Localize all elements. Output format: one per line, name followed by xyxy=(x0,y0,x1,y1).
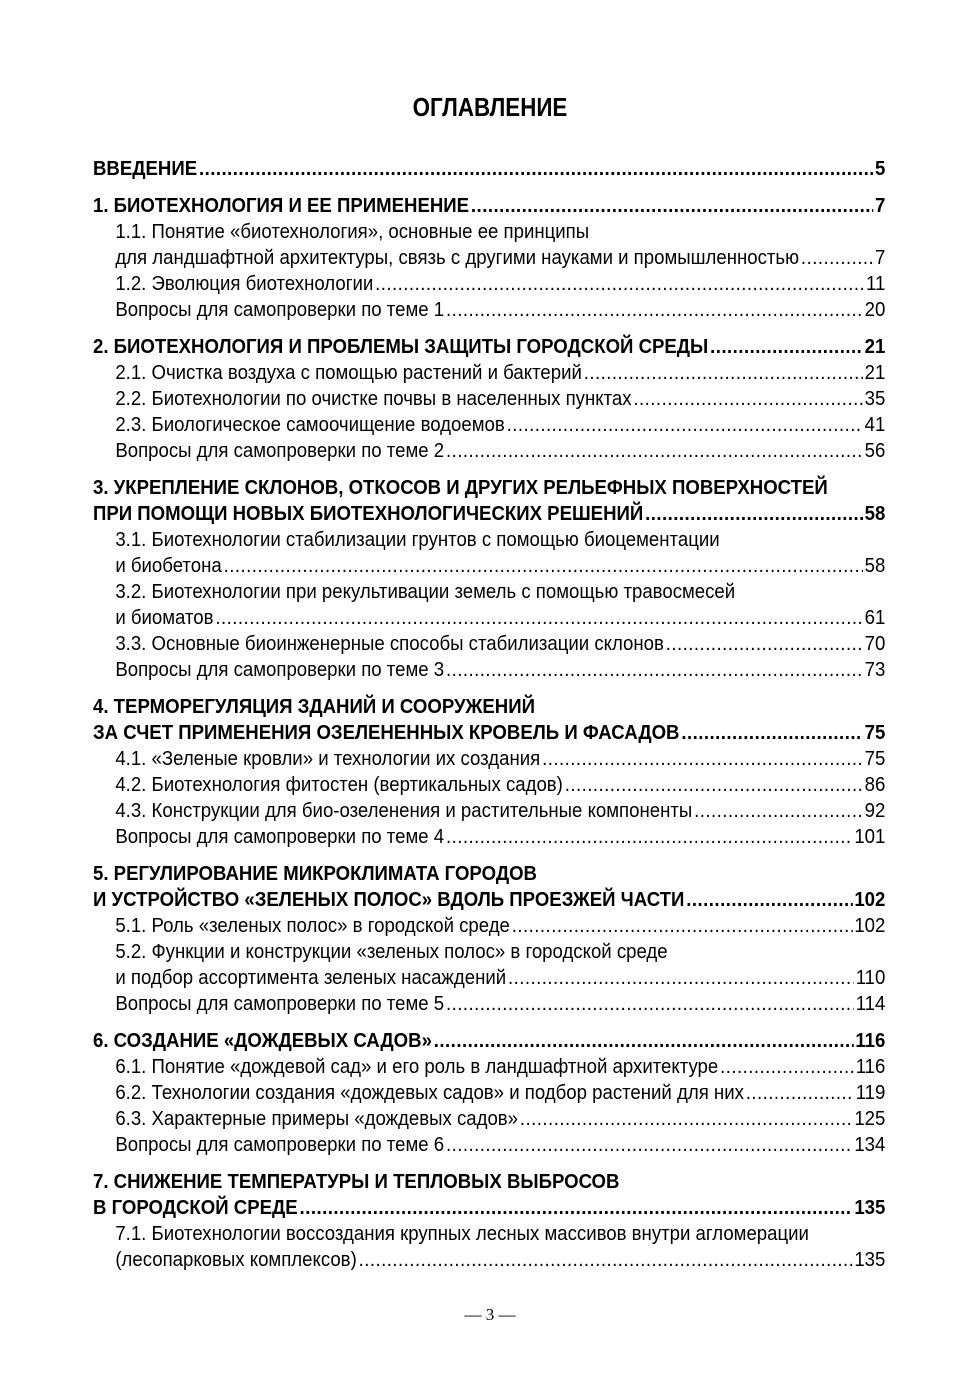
toc-questions-4[interactable]: Вопросы для самопроверки по теме 4 ..... 101 xyxy=(93,824,885,850)
toc-chapter-3[interactable]: 3. УКРЕПЛЕНИЕ СКЛОНОВ, ОТКОСОВ И ДРУГИХ РЕЛЬЕФНЫХ ПОВЕРХНОСТЕЙ xyxy=(93,477,828,499)
toc-chapter-5[interactable]: 5. РЕГУЛИРОВАНИЕ МИКРОКЛИМАТА ГОРОДОВ xyxy=(93,863,537,885)
toc-section-1-1[interactable]: 1.1. Понятие «биотехнология», основные ее принципы xyxy=(115,221,590,243)
toc-entry-title: ВВЕДЕНИЕ xyxy=(93,158,198,180)
toc-section-4-3[interactable]: 4.3. Конструкции для био-озеленения и растительные компоненты ..... 92 xyxy=(93,798,885,824)
toc-section-2-3[interactable]: 2.3. Биологическое самоочищение водоемов ..... 41 xyxy=(93,412,885,438)
table-of-contents xyxy=(93,156,885,1273)
toc-chapter-4[interactable]: 4. ТЕРМОРЕГУЛЯЦИЯ ЗДАНИЙ И СООРУЖЕНИЙ xyxy=(93,696,535,718)
toc-section-3-2-cont[interactable]: и биоматов ..... 61 xyxy=(93,605,885,631)
toc-chapter-7[interactable]: 7. СНИЖЕНИЕ ТЕМПЕРАТУРЫ И ТЕПЛОВЫХ ВЫБРОСОВ xyxy=(93,1171,620,1193)
page-title: ОГЛАВЛЕНИЕ xyxy=(412,92,568,122)
toc-section-3-3[interactable]: 3.3. Основные биоинженерные способы стабилизации склонов ..... 70 xyxy=(93,631,885,657)
toc-chapter-2[interactable]: 2. БИОТЕХНОЛОГИЯ И ПРОБЛЕМЫ ЗАЩИТЫ ГОРОДСКОЙ СРЕДЫ ..... 21 xyxy=(93,334,885,360)
toc-questions-2[interactable]: Вопросы для самопроверки по теме 2 ..... 56 xyxy=(93,438,885,464)
toc-section-7-1[interactable]: 7.1. Биотехнологии воссоздания крупных лесных массивов внутри агломерации xyxy=(115,1223,809,1245)
page-number: — 3 — xyxy=(464,1305,516,1324)
toc-section-4-2[interactable]: 4.2. Биотехнология фитостен (вертикальных садов) ..... 86 xyxy=(93,772,885,798)
toc-questions-6[interactable]: Вопросы для самопроверки по теме 6 ..... 134 xyxy=(93,1132,885,1158)
toc-chapter-6[interactable]: 6. СОЗДАНИЕ «ДОЖДЕВЫХ САДОВ» ..... 116 xyxy=(93,1028,885,1054)
toc-section-2-2[interactable]: 2.2. Биотехнологии по очистке почвы в населенных пунктах ..... 35 xyxy=(93,386,885,412)
toc-chapter-7-cont[interactable]: В ГОРОДСКОЙ СРЕДЕ ..... 135 xyxy=(93,1195,885,1221)
toc-questions-3[interactable]: Вопросы для самопроверки по теме 3 ..... 73 xyxy=(93,657,885,683)
toc-chapter-3-cont[interactable]: ПРИ ПОМОЩИ НОВЫХ БИОТЕХНОЛОГИЧЕСКИХ РЕШЕНИЙ ..... 58 xyxy=(93,501,885,527)
toc-chapter-4-cont[interactable]: ЗА СЧЕТ ПРИМЕНЕНИЯ ОЗЕЛЕНЕННЫХ КРОВЕЛЬ И ФАСАДОВ ..... 75 xyxy=(93,720,885,746)
toc-section-4-1[interactable]: 4.1. «Зеленые кровли» и технологии их создания ..... 75 xyxy=(93,746,885,772)
toc-questions-1[interactable]: Вопросы для самопроверки по теме 1 ..... 20 xyxy=(93,297,885,323)
toc-page-number: 5 xyxy=(875,158,886,180)
toc-section-3-1-cont[interactable]: и биобетона ..... 58 xyxy=(93,553,885,579)
toc-section-1-2[interactable]: 1.2. Эволюция биотехнологии ..... 11 xyxy=(93,271,885,297)
toc-questions-5[interactable]: Вопросы для самопроверки по теме 5 ..... 114 xyxy=(93,991,885,1017)
toc-section-5-2-cont[interactable]: и подбор ассортимента зеленых насаждений ..... 110 xyxy=(93,965,885,991)
toc-section-1-1-cont[interactable]: для ландшафтной архитектуры, связь с другими науками и промышленностью ..... 7 xyxy=(93,245,885,271)
toc-section-3-2[interactable]: 3.2. Биотехнологии при рекультивации земель с помощью травосмесей xyxy=(115,581,736,603)
toc-section-6-3[interactable]: 6.3. Характерные примеры «дождевых садов» ..... 125 xyxy=(93,1106,885,1132)
toc-section-6-1[interactable]: 6.1. Понятие «дождевой сад» и его роль в ландшафтной архитектуре ..... 116 xyxy=(93,1054,885,1080)
toc-section-5-1[interactable]: 5.1. Роль «зеленых полос» в городской среде ..... 102 xyxy=(93,913,885,939)
toc-section-7-1-cont[interactable]: (лесопарковых комплексов) ..... 135 xyxy=(93,1247,885,1273)
toc-entry-intro[interactable] xyxy=(93,156,885,182)
toc-chapter-1[interactable]: 1. БИОТЕХНОЛОГИЯ И ЕЕ ПРИМЕНЕНИЕ ..... 7 xyxy=(93,193,885,219)
toc-section-5-2[interactable]: 5.2. Функции и конструкции «зеленых полос» в городской среде xyxy=(115,941,668,963)
toc-section-2-1[interactable]: 2.1. Очистка воздуха с помощью растений и бактерий ..... 21 xyxy=(93,360,885,386)
toc-chapter-5-cont[interactable]: И УСТРОЙСТВО «ЗЕЛЕНЫХ ПОЛОС» ВДОЛЬ ПРОЕЗЖЕЙ ЧАСТИ ..... 102 xyxy=(93,887,885,913)
toc-section-6-2[interactable]: 6.2. Технологии создания «дождевых садов» и подбор растений для них ..... 119 xyxy=(93,1080,885,1106)
toc-section-3-1[interactable]: 3.1. Биотехнологии стабилизации грунтов с помощью биоцементации xyxy=(115,529,720,551)
